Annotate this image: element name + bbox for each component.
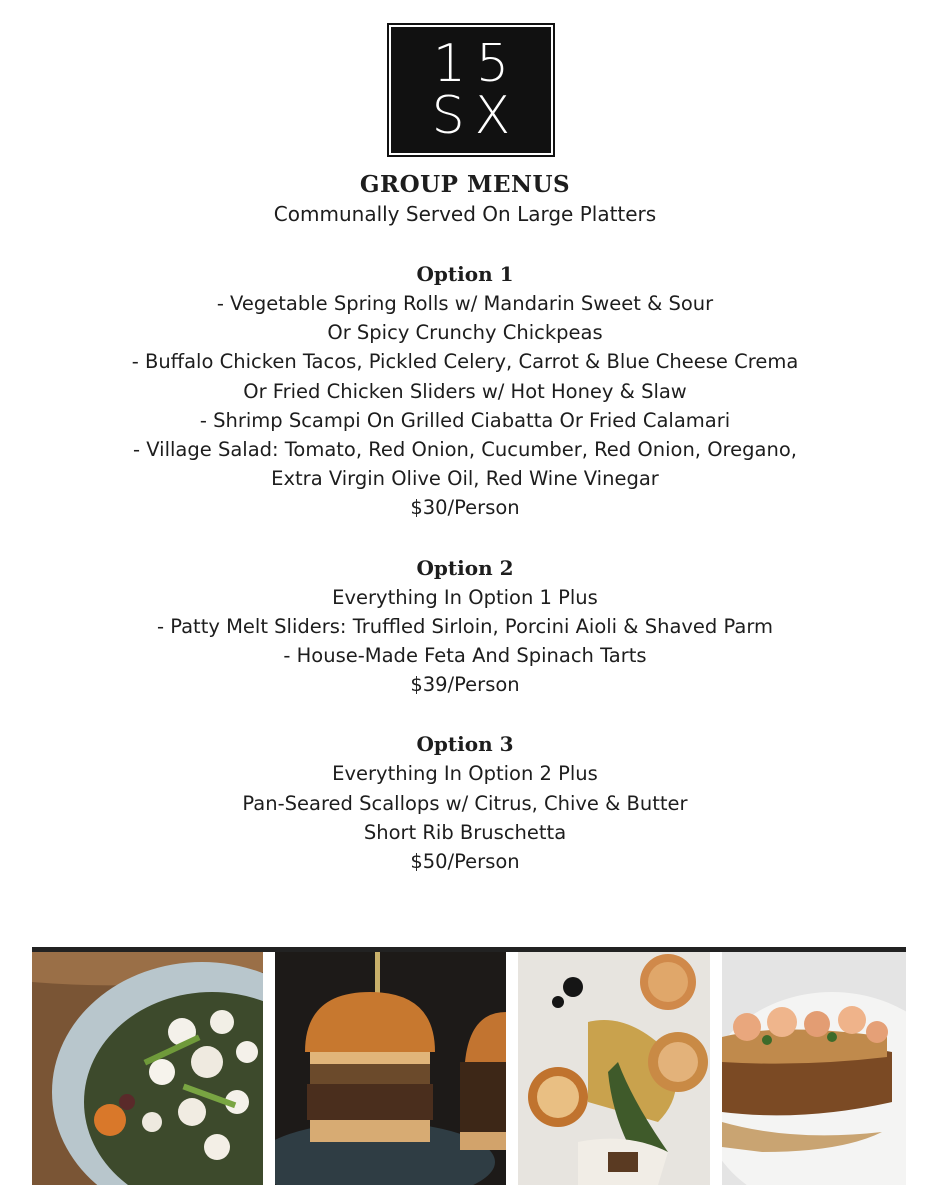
menu-line: - Vegetable Spring Rolls w/ Mandarin Sweet & Sour: [216, 292, 714, 315]
menu-line: Everything In Option 1 Plus: [332, 585, 598, 609]
option-title: Option 3: [416, 732, 514, 757]
menu-line: - Village Salad: Tomato, Red Onion, Cucumber, Red Onion, Oregano,: [133, 438, 797, 462]
menu-line: - Shrimp Scampi On Grilled Ciabatta Or Fried Calamari: [199, 408, 731, 432]
option-price: $30/Person: [410, 496, 520, 520]
menu-line: Pan-Seared Scallops w/ Citrus, Chive & Butter: [242, 791, 688, 815]
menu-title: GROUP MENUS: [359, 171, 571, 198]
salad-bowl-photo: [32, 952, 263, 1185]
logo-line-2: SX: [431, 86, 521, 146]
menu-line: - Patty Melt Sliders: Truffled Sirloin, Porcini Aioli & Shaved Parm: [156, 614, 774, 638]
menu-subtitle: Communally Served On Large Platters: [273, 202, 657, 226]
logo-line-1: 15: [432, 34, 520, 94]
option-1: [0, 260, 930, 523]
menu-line: Short Rib Bruschetta: [363, 820, 567, 844]
option-2: [0, 554, 930, 700]
menu-line: Or Fried Chicken Sliders w/ Hot Honey & Slaw: [243, 379, 687, 403]
option-title: Option 1: [416, 262, 514, 286]
menu-line: - House-Made Feta And Spinach Tarts: [283, 644, 647, 668]
option-title: Option 2: [416, 555, 514, 580]
menu-line: Everything In Option 2 Plus: [332, 762, 598, 786]
option-price: $50/Person: [410, 850, 520, 874]
sliders-photo: [275, 952, 506, 1185]
option-3: [0, 730, 930, 876]
menu-line: Extra Virgin Olive Oil, Red Wine Vinegar: [271, 467, 659, 491]
shrimp-toast-photo: [722, 952, 906, 1185]
scallops-photo: [518, 952, 710, 1185]
restaurant-logo: [391, 27, 551, 153]
option-price: $39/Person: [410, 673, 520, 697]
menu-line: - Buffalo Chicken Tacos, Pickled Celery, Carrot & Blue Cheese Crema: [131, 350, 799, 374]
menu-content: [0, 166, 930, 876]
menu-line: Or Spicy Crunchy Chickpeas: [327, 321, 603, 345]
